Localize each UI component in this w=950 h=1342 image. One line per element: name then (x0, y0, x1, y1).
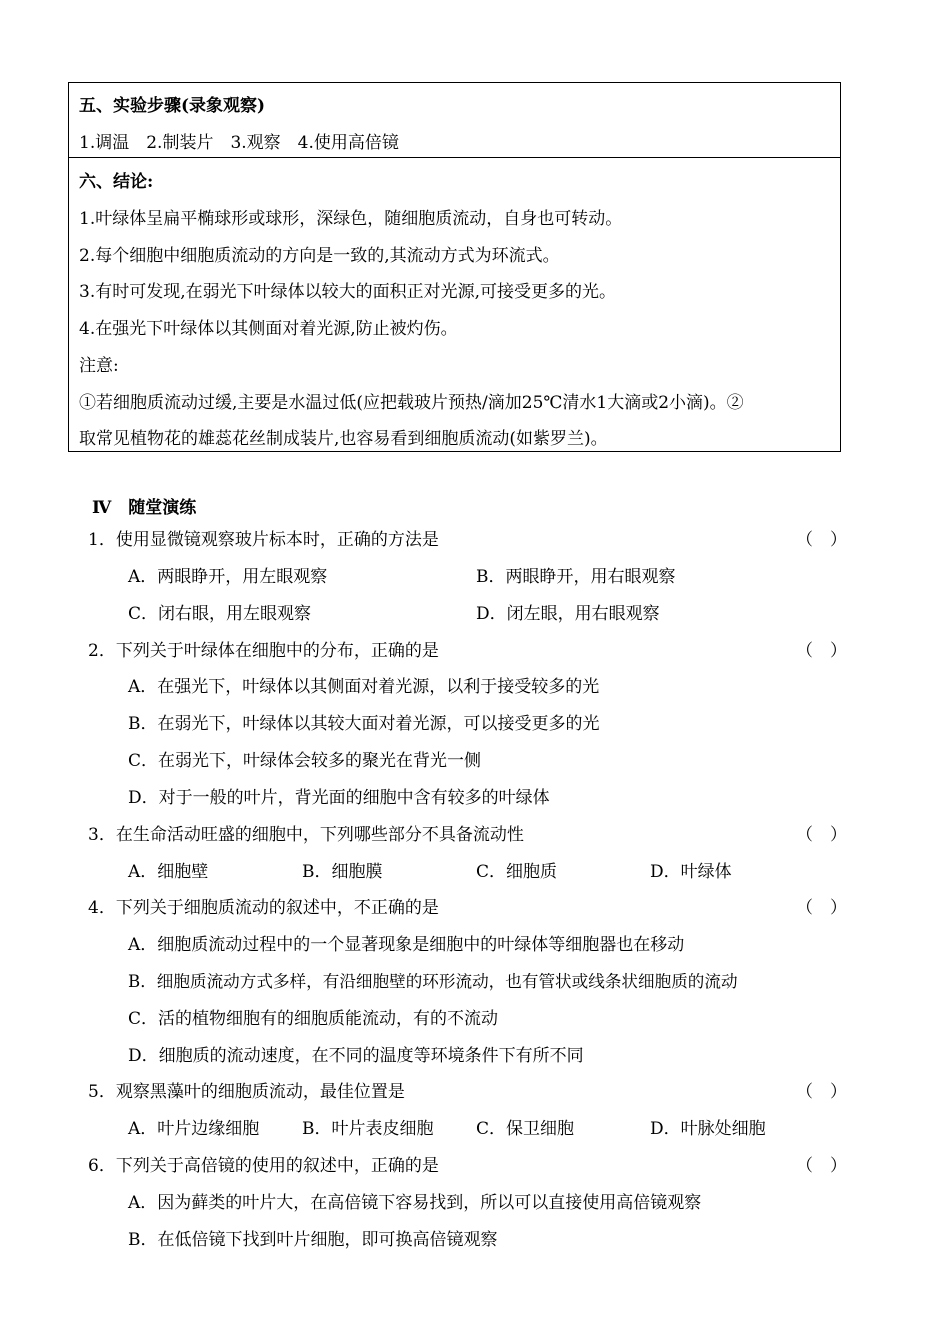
question-option: C．细胞质 (476, 862, 558, 882)
question-stem: 3．在生命活动旺盛的细胞中，下列哪些部分不具备流动性 (88, 825, 524, 845)
conclusion-heading: 六、结论: (79, 172, 154, 192)
question-option: A．在强光下，叶绿体以其侧面对着光源，以利于接受较多的光 (128, 677, 600, 697)
conclusion-item: 1.叶绿体呈扁平椭球形或球形，深绿色，随细胞质流动，自身也可转动。 (79, 209, 623, 229)
question-option: D．叶绿体 (650, 862, 732, 882)
question-option: B．细胞质流动方式多样，有沿细胞壁的环形流动，也有管状或线条状细胞质的流动 (128, 972, 738, 991)
answer-paren: （ ） (796, 641, 847, 661)
question-option: A．细胞壁 (128, 862, 209, 882)
question-stem: 6．下列关于高倍镜的使用的叙述中，正确的是 (88, 1156, 439, 1176)
question-option: D．叶脉处细胞 (650, 1119, 766, 1139)
question-stem: 1．使用显微镜观察玻片标本时，正确的方法是 (88, 530, 439, 550)
question-option: C．活的植物细胞有的细胞质能流动，有的不流动 (128, 1009, 499, 1029)
answer-paren: （ ） (796, 825, 847, 845)
question-stem: 5．观察黑藻叶的细胞质流动，最佳位置是 (88, 1082, 405, 1102)
question-option: B．叶片表皮细胞 (302, 1119, 434, 1139)
question-option: D．对于一般的叶片，背光面的细胞中含有较多的叶绿体 (128, 788, 550, 808)
question-option: B．两眼睁开，用右眼观察 (476, 567, 676, 587)
question-option: D．细胞质的流动速度，在不同的温度等环境条件下有所不同 (128, 1046, 584, 1066)
question-option: B．细胞膜 (302, 862, 383, 882)
steps-content: 1.调温 2.制装片 3.观察 4.使用高倍镜 (79, 133, 399, 153)
answer-paren: （ ） (796, 1156, 847, 1176)
question-option: B．在低倍镜下找到叶片细胞，即可换高倍镜观察 (128, 1230, 498, 1250)
practice-heading: Ⅳ 随堂演练 (92, 498, 197, 518)
question-option: A．细胞质流动过程中的一个显著现象是细胞中的叶绿体等细胞器也在移动 (128, 935, 685, 955)
conclusion-item: 2.每个细胞中细胞质流动的方向是一致的,其流动方式为环流式。 (79, 246, 560, 266)
question-option: A．因为藓类的叶片大，在高倍镜下容易找到，所以可以直接使用高倍镜观察 (128, 1193, 702, 1213)
answer-paren: （ ） (796, 898, 847, 918)
question-option: C．在弱光下，叶绿体会较多的聚光在背光一侧 (128, 751, 482, 771)
question-stem: 2．下列关于叶绿体在细胞中的分布，正确的是 (88, 641, 439, 661)
answer-paren: （ ） (796, 1082, 847, 1102)
experiment-steps-box (68, 82, 841, 158)
steps-heading: 五、实验步骤(录象观察) (79, 96, 266, 116)
question-option: C．闭右眼，用左眼观察 (128, 604, 312, 624)
question-option: A．两眼睁开，用左眼观察 (128, 567, 328, 587)
conclusion-item: 3.有时可发现,在弱光下叶绿体以较大的面积正对光源,可接受更多的光。 (79, 282, 617, 302)
note-line: ①若细胞质流动过缓,主要是水温过低(应把载玻片预热/滴加25℃清水1大滴或2小滴)。② (79, 393, 744, 413)
question-option: D．闭左眼，用右眼观察 (476, 604, 660, 624)
note-label: 注意: (79, 356, 119, 376)
question-option: B．在弱光下，叶绿体以其较大面对着光源，可以接受更多的光 (128, 714, 600, 734)
conclusion-item: 4.在强光下叶绿体以其侧面对着光源,防止被灼伤。 (79, 319, 458, 339)
note-line: 取常见植物花的雄蕊花丝制成装片,也容易看到细胞质流动(如紫罗兰)。 (79, 429, 608, 449)
answer-paren: （ ） (796, 530, 847, 550)
conclusion-box (68, 157, 841, 452)
question-option: A．叶片边缘细胞 (128, 1119, 260, 1139)
question-option: C．保卫细胞 (476, 1119, 575, 1139)
question-stem: 4．下列关于细胞质流动的叙述中，不正确的是 (88, 898, 439, 918)
